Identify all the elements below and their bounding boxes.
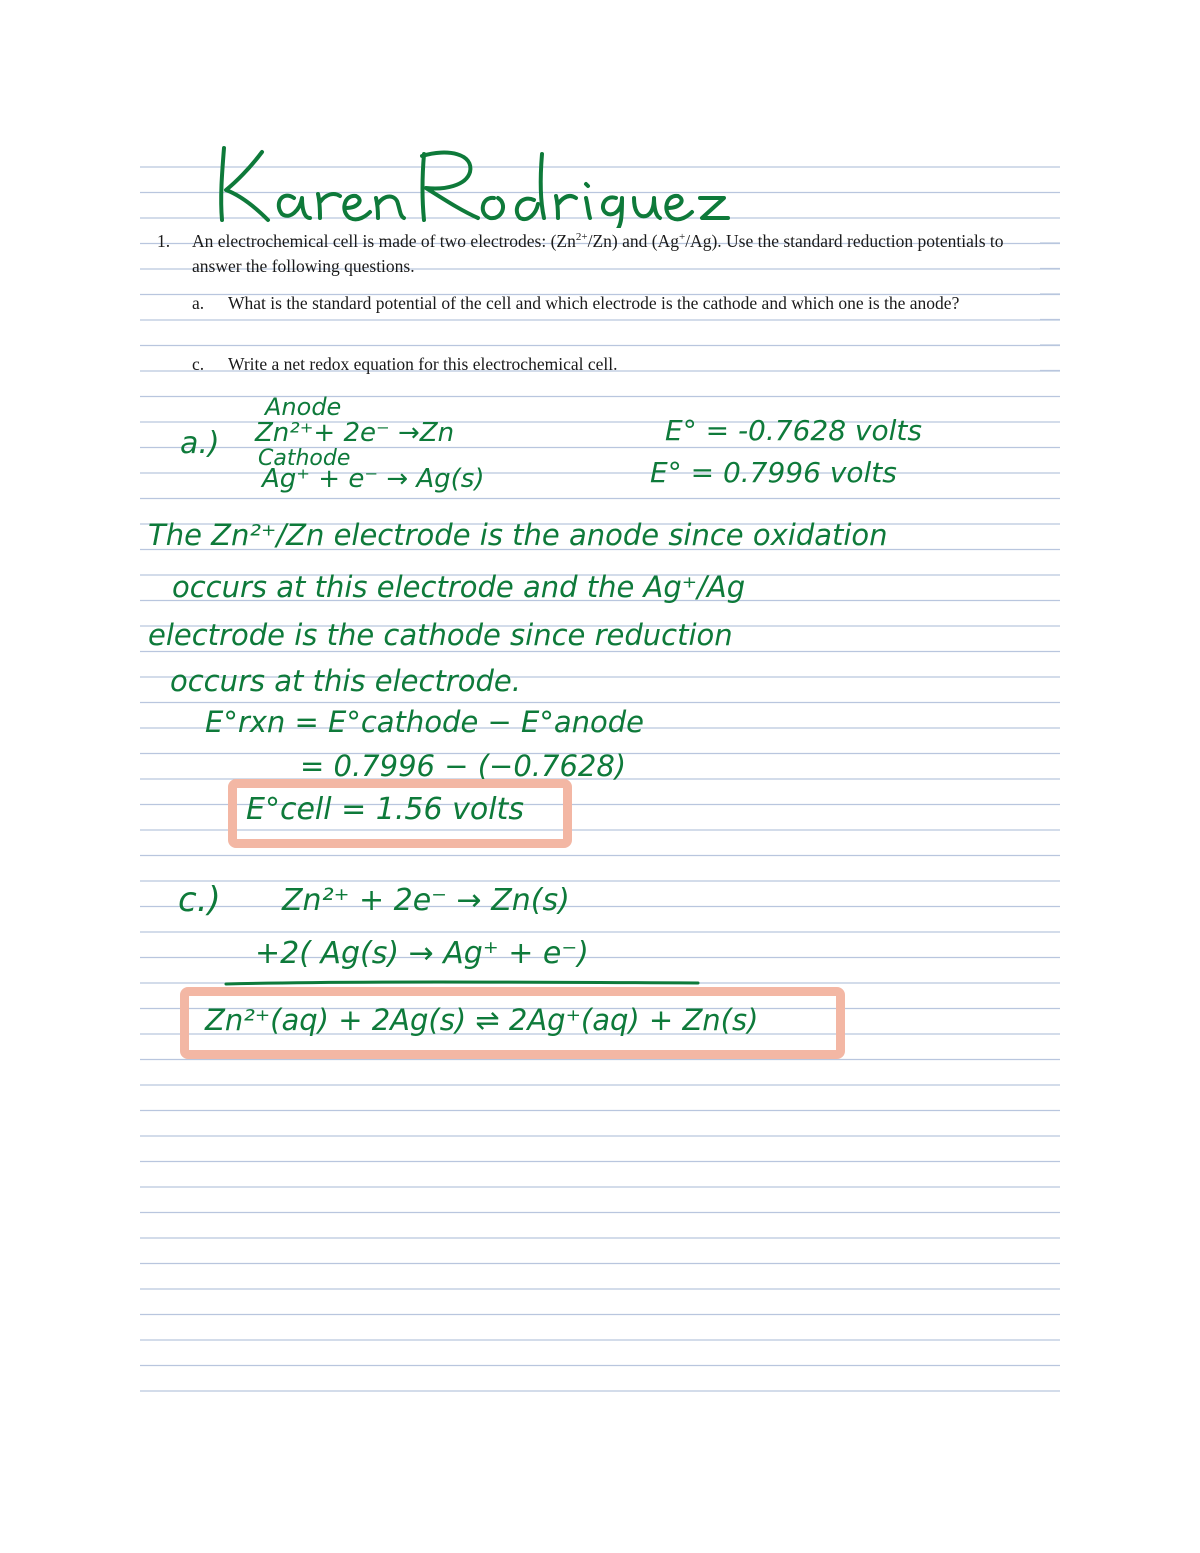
cathode-label: Cathode xyxy=(258,446,351,471)
half-reaction-silver: +2( Ag(s) → Ag⁺ + e⁻) xyxy=(255,936,589,971)
half-reaction-zinc: Zn²⁺ + 2e⁻ → Zn(s) xyxy=(282,883,570,918)
anode-potential: E° = -0.7628 volts xyxy=(665,414,922,447)
question-intro-part1: An electrochemical cell is made of two electrodes: (Zn xyxy=(192,231,576,251)
part-c-text: Write a net redox equation for this electrochemical cell. xyxy=(228,354,618,374)
cell-potential-formula: E°rxn = E°cathode − E°anode xyxy=(205,705,645,739)
cathode-potential: E° = 0.7996 volts xyxy=(650,456,897,489)
part-c-label: c. xyxy=(192,354,205,374)
signature-handwriting xyxy=(212,138,752,228)
answer-a-label: a.) xyxy=(180,426,220,461)
explanation-line: electrode is the cathode since reduction xyxy=(148,618,733,652)
anode-reaction: Zn²⁺+ 2e⁻ →Zn xyxy=(255,418,455,448)
question-intro-sup1: 2+ xyxy=(575,231,588,244)
question-intro-part3: /Ag). Use the standard reduction potentials to answer the following questions. xyxy=(192,231,1004,276)
cell-potential-substitution: = 0.7996 − (−0.7628) xyxy=(300,749,627,783)
anode-label: Anode xyxy=(265,393,342,421)
explanation-line: The Zn²⁺/Zn electrode is the anode since oxidation xyxy=(148,518,888,552)
net-redox-equation: Zn²⁺(aq) + 2Ag(s) ⇌ 2Ag⁺(aq) + Zn(s) xyxy=(205,1003,759,1037)
cell-potential-result: E°cell = 1.56 volts xyxy=(246,792,524,827)
question-number: 1. xyxy=(157,231,171,251)
signature xyxy=(212,138,752,228)
explanation-line: occurs at this electrode and the Ag⁺/Ag xyxy=(172,570,746,604)
explanation-line: occurs at this electrode. xyxy=(170,664,521,698)
question-intro-part2: /Zn) and (Ag xyxy=(587,231,679,251)
part-a-text: What is the standard potential of the cell and which electrode is the cathode and which one is the anode? xyxy=(228,293,960,313)
cathode-reaction: Ag⁺ + e⁻ → Ag(s) xyxy=(262,464,485,494)
part-a-label: a. xyxy=(192,293,205,313)
question-intro-sup2: + xyxy=(678,231,686,244)
answer-c-label: c.) xyxy=(178,880,221,920)
question-text xyxy=(192,229,1022,279)
